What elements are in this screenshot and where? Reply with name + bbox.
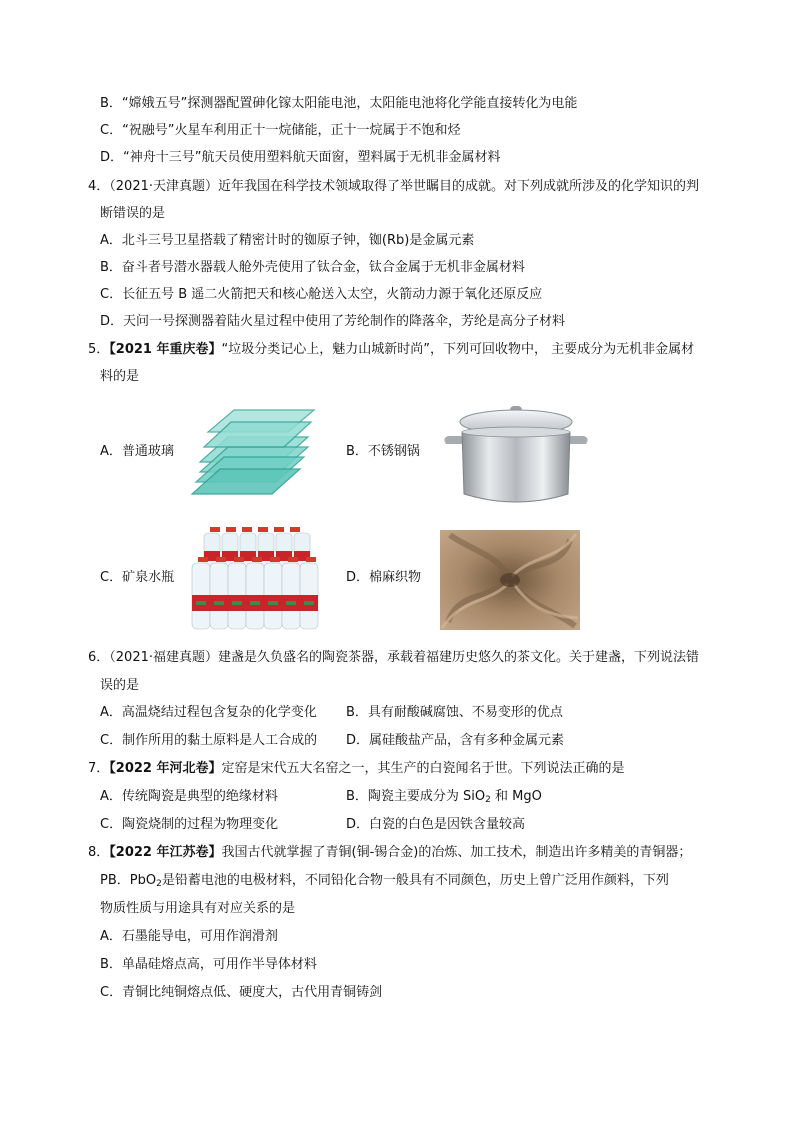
water-bottles-image bbox=[190, 525, 324, 631]
q6-number: 6． bbox=[88, 650, 110, 665]
q7-option-b: B．陶瓷主要成分为 SiO$_2$ 和 MgO bbox=[346, 789, 542, 805]
q8-number: 8． bbox=[88, 845, 110, 860]
q4-stem-cont: 断错误的是 bbox=[100, 206, 166, 221]
q7-option-c: C．陶瓷烧制的过程为物理变化 bbox=[100, 817, 279, 832]
q5-stem-cont: 料的是 bbox=[100, 369, 140, 384]
q7-stem bbox=[88, 759, 625, 779]
q5-source: 【2021 年重庆卷】 bbox=[109, 342, 222, 357]
q6-source: （2021·福建真题） bbox=[109, 650, 218, 665]
steel-pot-image bbox=[440, 402, 590, 510]
q4-source: （2021·天津真题） bbox=[109, 179, 218, 194]
q4-option-d: D．天问一号探测器着陆火星过程中使用了芳纶制作的降落伞，芳纶是高分子材料 bbox=[100, 314, 566, 329]
q3-option-b: B．“嫦娥五号”探测器配置砷化镓太阳能电池，太阳能电池将化学能直接转化为电能 bbox=[100, 96, 578, 111]
q5-option-a: A．普通玻璃 bbox=[100, 444, 174, 459]
q8-stem bbox=[88, 843, 691, 863]
q5-stem bbox=[88, 340, 694, 360]
q5-option-b: B．不锈钢锅 bbox=[346, 444, 420, 459]
q8-option-b: B．单晶硅熔点高，可用作半导体材料 bbox=[100, 957, 317, 972]
q8-stem-text: 我国古代就掌握了青铜(铜-锡合金)的冶炼、加工技术，制造出许多精美的青铜器； bbox=[221, 845, 692, 860]
q6-option-d: D．属硅酸盐产品，含有多种金属元素 bbox=[346, 733, 565, 748]
q7-number: 7． bbox=[88, 761, 110, 776]
q6-option-c: C．制作所用的黏土原料是人工合成的 bbox=[100, 733, 318, 748]
q4-stem-text: 近年我国在科学技术领域取得了举世瞩目的成就。对下列成就所涉及的化学知识的判 bbox=[218, 179, 700, 194]
q5-number: 5． bbox=[88, 342, 110, 357]
q4-option-c: C．长征五号 B 遥二火箭把天和核心舱送入太空，火箭动力源于氧化还原反应 bbox=[100, 287, 543, 302]
q5-option-d: D．棉麻织物 bbox=[346, 570, 422, 585]
q3-option-d: D．“神舟十三号”航天员使用塑料航天面窗，塑料属于无机非金属材料 bbox=[100, 150, 501, 165]
q7-option-a: A．传统陶瓷是典型的绝缘材料 bbox=[100, 789, 278, 804]
q7-stem-text: 定窑是宋代五大名窑之一，其生产的白瓷闻名于世。下列说法正确的是 bbox=[221, 761, 625, 776]
q6-stem-text: 建盏是久负盛名的陶瓷茶器，承载着福建历史悠久的茶文化。关于建盏，下列说法错 bbox=[218, 650, 700, 665]
q7-source: 【2022 年河北卷】 bbox=[109, 761, 222, 776]
q8-stem-cont-2: 物质性质与用途具有对应关系的是 bbox=[100, 901, 296, 916]
q8-stem-cont-1: PB．PbO$_2$是铅蓄电池的电极材料，不同铅化合物一般具有不同颜色，历史上曾广泛用作颜料，下列 bbox=[100, 873, 669, 889]
fabric-image bbox=[440, 530, 580, 630]
q8-option-c: C．青铜比纯铜熔点低、硬度大，古代用青铜铸剑 bbox=[100, 985, 383, 1000]
q6-stem bbox=[88, 648, 699, 668]
q4-option-b: B．奋斗者号潜水器载人舱外壳使用了钛合金，钛合金属于无机非金属材料 bbox=[100, 260, 525, 275]
q3-option-c: C．“祝融号”火星车利用正十一烷储能，正十一烷属于不饱和烃 bbox=[100, 123, 461, 138]
q5-option-c: C．矿泉水瓶 bbox=[100, 570, 175, 585]
q6-option-a: A．高温烧结过程包含复杂的化学变化 bbox=[100, 705, 317, 720]
q7-option-d: D．白瓷的白色是因铁含量较高 bbox=[346, 817, 526, 832]
q8-option-a: A．石墨能导电，可用作润滑剂 bbox=[100, 929, 278, 944]
q4-number: 4． bbox=[88, 179, 110, 194]
q4-stem bbox=[88, 177, 699, 197]
q4-option-a: A．北斗三号卫星搭载了精密计时的铷原子钟，铷(Rb)是金属元素 bbox=[100, 233, 475, 248]
q6-stem-cont: 误的是 bbox=[100, 678, 140, 693]
q8-source: 【2022 年江苏卷】 bbox=[109, 845, 222, 860]
glass-sheets-image bbox=[190, 402, 318, 502]
q6-option-b: B．具有耐酸碱腐蚀、不易变形的优点 bbox=[346, 705, 563, 720]
q5-stem-text: “垃圾分类记心上，魅力山城新时尚”，下列可回收物中， 主要成分为无机非金属材 bbox=[221, 342, 695, 357]
